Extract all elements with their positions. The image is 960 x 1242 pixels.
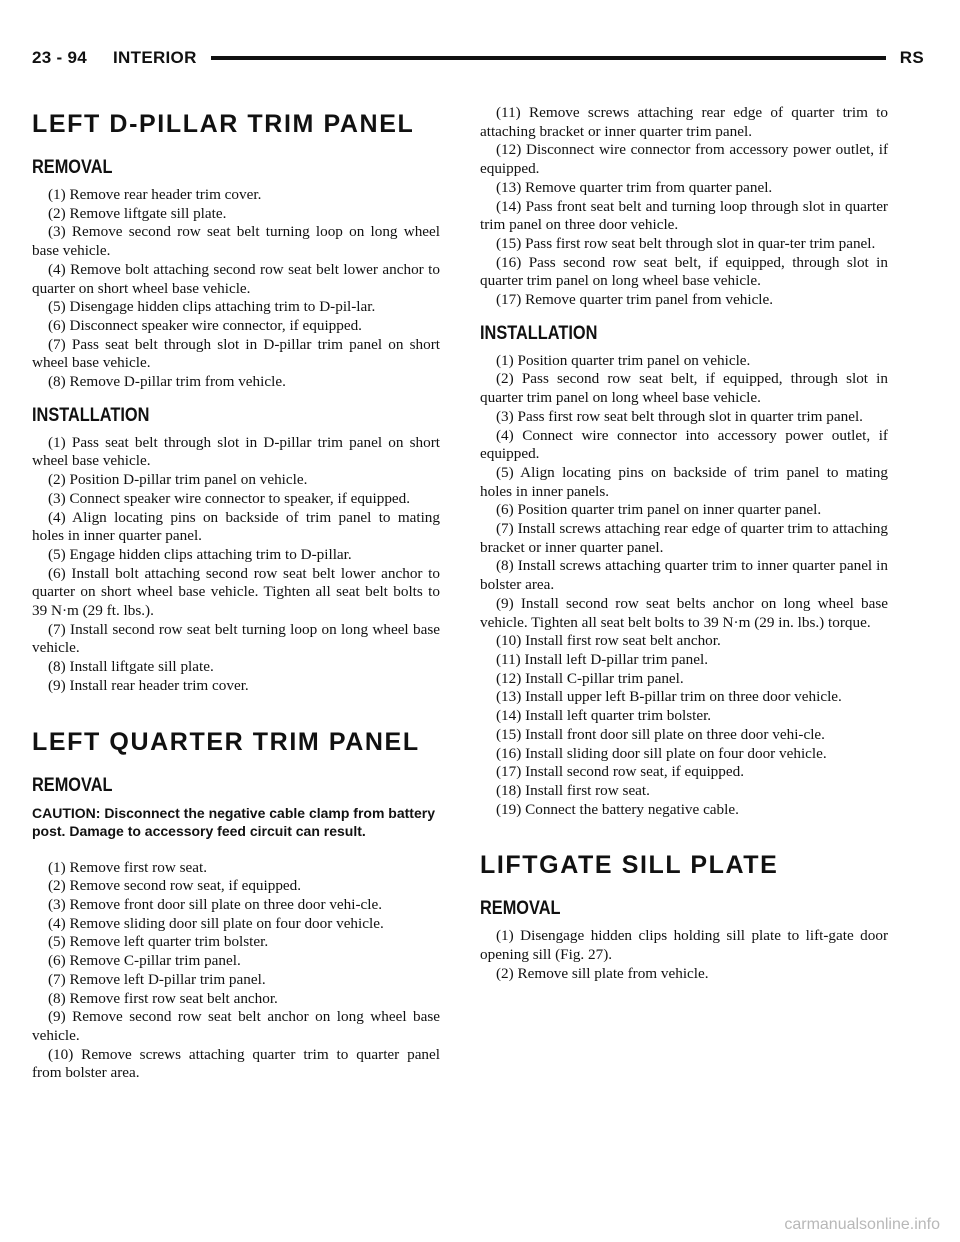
procedure-step: (6) Position quarter trim panel on inner quarter panel. — [496, 501, 822, 519]
procedure-step: (7) Remove left D-pillar trim panel. — [48, 970, 266, 988]
left-column — [32, 108, 440, 1083]
procedure-step: (2) Remove sill plate from vehicle. — [496, 964, 709, 982]
procedure-step: (10) Remove screws attaching quarter trim to quarter panel from bolster area. — [32, 1045, 440, 1082]
subheading-installation: INSTALLATION — [32, 404, 150, 426]
procedure-step: (6) Disconnect speaker wire connector, if equipped. — [48, 316, 362, 334]
procedure-step: (8) Install liftgate sill plate. — [48, 658, 214, 676]
procedure-step: (9) Install rear header trim cover. — [48, 676, 249, 694]
section-title-d-pillar: LEFT D-PILLAR TRIM PANEL — [32, 110, 415, 138]
procedure-step: (12) Install C-pillar trim panel. — [496, 669, 684, 687]
procedure-step: (2) Remove second row seat, if equipped. — [48, 877, 302, 895]
procedure-step: (17) Remove quarter trim panel from vehicle. — [496, 291, 774, 309]
procedure-step: (7) Pass seat belt through slot in D-pillar trim panel on short wheel base vehicle. — [32, 335, 440, 372]
procedure-step: (4) Remove bolt attaching second row seat belt lower anchor to quarter on short wheel base vehicle. — [32, 260, 440, 297]
caution-note: CAUTION: Disconnect the negative cable clamp from battery post. Damage to accessory feed circuit can result. — [32, 804, 435, 840]
procedure-step: (19) Connect the battery negative cable. — [496, 800, 739, 818]
procedure-step: (18) Install first row seat. — [496, 781, 650, 799]
step-list — [480, 352, 888, 820]
model-code: RS — [899, 48, 924, 67]
step-list — [32, 186, 440, 392]
procedure-step: (2) Position D-pillar trim panel on vehicle. — [48, 471, 308, 489]
procedure-step: (1) Position quarter trim panel on vehicle. — [496, 351, 751, 369]
procedure-step: (9) Install second row seat belts anchor on long wheel base vehicle. Tighten all seat belt bolts to 39 N·m (29 in. lbs.) torque. — [480, 594, 888, 631]
section-title-quarter: LEFT QUARTER TRIM PANEL — [32, 727, 420, 756]
procedure-step: (1) Remove first row seat. — [48, 858, 208, 876]
procedure-step: (5) Disengage hidden clips attaching trim to D-pil-lar. — [48, 298, 376, 316]
procedure-step: (2) Remove liftgate sill plate. — [48, 204, 227, 222]
subheading-removal: REMOVAL — [32, 157, 113, 178]
procedure-step: (3) Pass first row seat belt through slot in quarter trim panel. — [496, 407, 863, 425]
procedure-step: (12) Disconnect wire connector from accessory power outlet, if equipped. — [480, 141, 888, 178]
subheading-removal: REMOVAL — [32, 774, 113, 796]
procedure-step: (7) Install second row seat belt turning loop on long wheel base vehicle. — [32, 620, 440, 657]
procedure-step: (16) Install sliding door sill plate on four door vehicle. — [496, 744, 827, 762]
procedure-step: (15) Pass first row seat belt through slot in quar-ter trim panel. — [496, 234, 876, 252]
procedure-step: (3) Remove second row seat belt turning loop on long wheel base vehicle. — [32, 223, 440, 260]
procedure-step: (15) Install front door sill plate on three door vehi-cle. — [496, 725, 825, 743]
procedure-step: (6) Install bolt attaching second row seat belt lower anchor to quarter on short wheel base vehicle. Tighten all seat belt bolts to 39 N·m (29 ft. lbs.). — [32, 564, 440, 620]
procedure-step: (5) Remove left quarter trim bolster. — [48, 933, 269, 951]
subheading-removal: REMOVAL — [480, 898, 561, 920]
procedure-step: (4) Remove sliding door sill plate on four door vehicle. — [48, 914, 384, 932]
procedure-step: (6) Remove C-pillar trim panel. — [48, 952, 241, 970]
procedure-step: (7) Install screws attaching rear edge of quarter trim to attaching bracket or inner quarter panel. — [480, 520, 888, 556]
right-column — [480, 104, 888, 983]
procedure-step: (1) Disengage hidden clips holding sill plate to lift-gate door opening sill (Fig. 27). — [480, 927, 888, 964]
procedure-step: (14) Install left quarter trim bolster. — [496, 707, 712, 725]
procedure-step: (11) Install left D-pillar trim panel. — [496, 650, 708, 668]
procedure-step: (9) Remove second row seat belt anchor on long wheel base vehicle. — [32, 1008, 440, 1044]
procedure-step: (16) Pass second row seat belt, if equipped, through slot in quarter trim panel on long wheel base vehicle. — [480, 253, 888, 290]
procedure-step: (3) Connect speaker wire connector to speaker, if equipped. — [48, 489, 411, 507]
procedure-step: (2) Pass second row seat belt, if equipped, through slot in quarter trim panel on long wheel base vehicle. — [480, 370, 888, 407]
procedure-step: (13) Remove quarter trim from quarter panel. — [496, 178, 773, 196]
subheading-installation: INSTALLATION — [480, 322, 598, 344]
procedure-step: (10) Install first row seat belt anchor. — [496, 632, 721, 650]
page-header — [32, 44, 924, 72]
procedure-step: (17) Install second row seat, if equipped. — [496, 763, 744, 781]
procedure-step: (8) Remove D-pillar trim from vehicle. — [48, 373, 286, 391]
procedure-step: (4) Align locating pins on backside of trim panel to mating holes in inner quarter panel. — [32, 508, 440, 545]
procedure-step: (11) Remove screws attaching rear edge of quarter trim to attaching bracket or inner quarter trim panel. — [480, 104, 888, 140]
procedure-step: (14) Pass front seat belt and turning loop through slot in quarter trim panel on three door vehicle. — [480, 197, 888, 234]
step-list — [32, 859, 440, 1083]
procedure-step: (13) Install upper left B-pillar trim on three door vehicle. — [496, 688, 842, 706]
step-list — [480, 927, 888, 983]
watermark: carmanualsonline.info — [784, 1216, 940, 1233]
procedure-step: (1) Remove rear header trim cover. — [48, 186, 262, 203]
section-name: INTERIOR — [113, 48, 197, 67]
procedure-step: (8) Install screws attaching quarter trim to inner quarter panel in bolster area. — [480, 557, 888, 594]
procedure-step: (8) Remove first row seat belt anchor. — [48, 989, 278, 1007]
step-list — [32, 434, 440, 696]
step-list — [480, 104, 888, 310]
procedure-step: (4) Connect wire connector into accessory power outlet, if equipped. — [480, 426, 888, 463]
header-rule — [211, 56, 886, 60]
procedure-step: (5) Align locating pins on backside of trim panel to mating holes in inner panels. — [480, 463, 888, 500]
section-title-liftgate: LIFTGATE SILL PLATE — [480, 851, 779, 880]
page-number: 23 - 94 — [32, 48, 88, 67]
procedure-step: (5) Engage hidden clips attaching trim to D-pillar. — [48, 545, 352, 563]
procedure-step: (3) Remove front door sill plate on three door vehi-cle. — [48, 895, 383, 913]
procedure-step: (1) Pass seat belt through slot in D-pillar trim panel on short wheel base vehicle. — [32, 433, 440, 470]
